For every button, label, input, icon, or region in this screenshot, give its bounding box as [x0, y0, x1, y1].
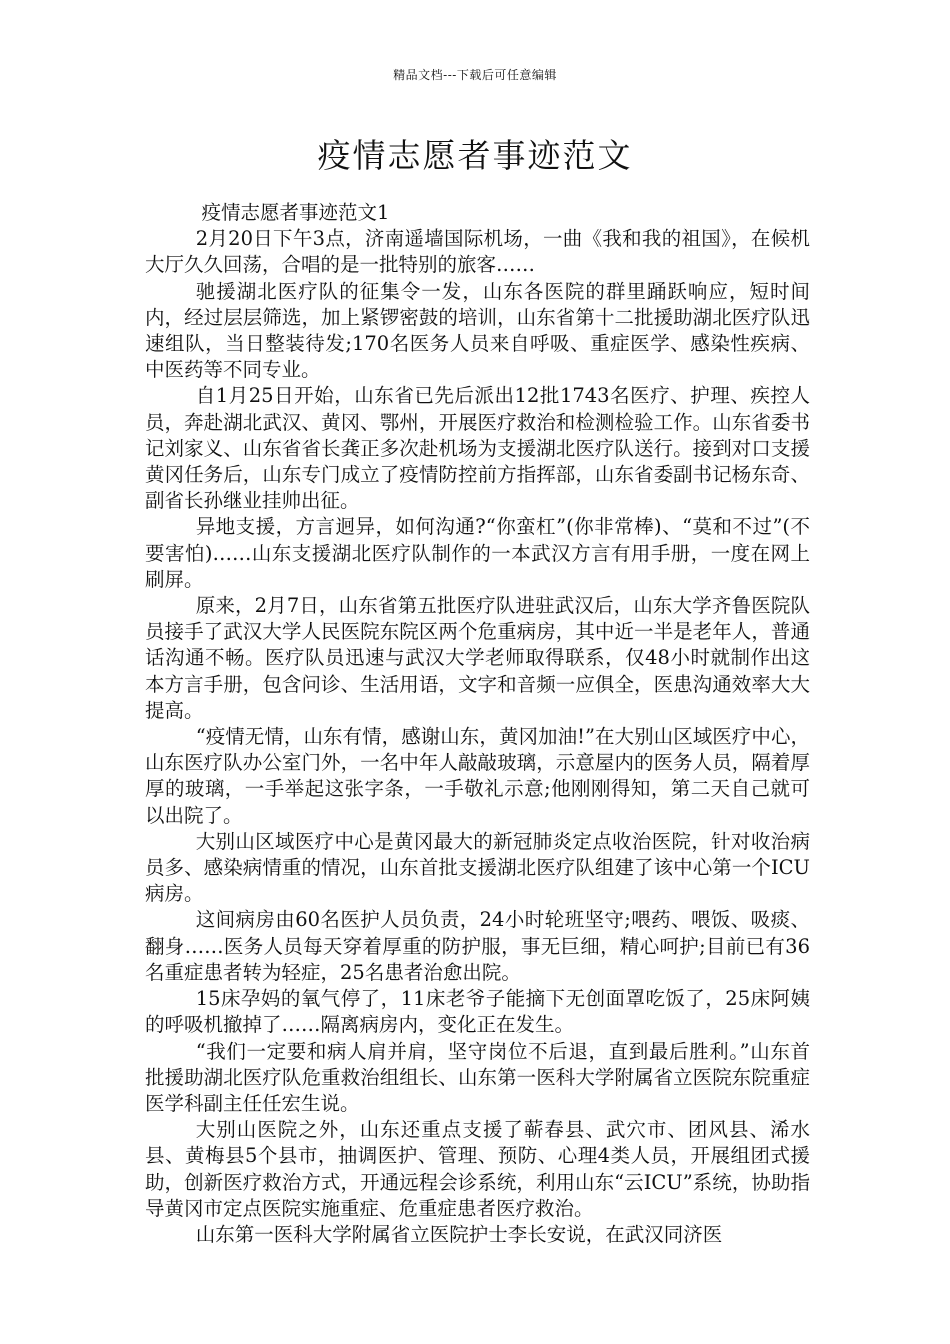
paragraph: 大别山医院之外，山东还重点支援了蕲春县、武穴市、团风县、浠水县、黄梅县5个县市，抽调医护、管理、预防、心理4类人员，开展组团式援助，创新医疗救治方式，开通远程会诊系统，利用山东“云ICU”系统，协助指导黄冈市定点医院实施重症、危重症患者医疗救治。 [145, 1118, 810, 1220]
paragraph: 山东第一医科大学附属省立医院护士李长安说，在武汉同济医 [195, 1222, 723, 1246]
paragraph: 15床孕妈的氧气停了，11床老爷子能摘下无创面罩吃饭了，25床阿姨的呼吸机撤掉了……隔离病房内，变化正在发生。 [145, 987, 810, 1037]
section-subtitle: 疫情志愿者事迹范文1 [201, 201, 390, 224]
document-body [145, 200, 810, 1248]
paragraph: “疫情无情，山东有情，感谢山东，黄冈加油!”在大别山区域医疗中心，山东医疗队办公室门外，一名中年人敲敲玻璃，示意屋内的医务人员，隔着厚厚的玻璃，一手举起这张字条，一手敬礼示意;他刚刚得知，第二天自己就可以出院了。 [145, 725, 810, 827]
document-title: 疫情志愿者事迹范文 [317, 136, 633, 175]
paragraph: 自1月25日开始，山东省已先后派出12批1743名医疗、护理、疾控人员，奔赴湖北武汉、黄冈、鄂州，开展医疗救治和检测检验工作。山东省委书记刘家义、山东省省长龚正多次赴机场为支援湖北医疗队送行。接到对口支援黄冈任务后，山东专门成立了疫情防控前方指挥部，山东省委副书记杨东奇、副省长孙继业挂帅出征。 [145, 384, 810, 513]
paragraph: 这间病房由60名医护人员负责，24小时轮班坚守;喂药、喂饭、吸痰、翻身……医务人员每天穿着厚重的防护服，事无巨细，精心呵护;目前已有36名重症患者转为轻症，25名患者治愈出院。 [145, 908, 810, 984]
page-header: 精品文档---下载后可任意编辑 [393, 68, 557, 82]
paragraph: 原来，2月7日，山东省第五批医疗队进驻武汉后，山东大学齐鲁医院队员接手了武汉大学人民医院东院区两个危重病房，其中近一半是老年人，普通话沟通不畅。医疗队员迅速与武汉大学老师取得联系，仅48小时就制作出这本方言手册，包含问诊、生活用语，文字和音频一应俱全，医患沟通效率大大提高。 [145, 594, 810, 722]
paragraph: 大别山区域医疗中心是黄冈最大的新冠肺炎定点收治医院，针对收治病员多、感染病情重的情况，山东首批支援湖北医疗队组建了该中心第一个ICU病房。 [145, 829, 810, 906]
paragraph: 2月20日下午3点，济南遥墙国际机场，一曲《我和我的祖国》，在候机大厅久久回荡，合唱的是一批特别的旅客…… [145, 227, 810, 277]
paragraph: 驰援湖北医疗队的征集令一发，山东各医院的群里踊跃响应，短时间内，经过层层筛选，加上紧锣密鼓的培训，山东省第十二批援助湖北医疗队迅速组队，当日整装待发;170名医务人员来自呼吸、重症医学、感染性疾病、中医药等不同专业。 [145, 279, 810, 382]
paragraph: 异地支援，方言迥异，如何沟通?“你蛮杠”(你非常棒)、“莫和不过”(不要害怕)……山东支援湖北医疗队制作的一本武汉方言有用手册，一度在网上刷屏。 [145, 515, 810, 591]
paragraph: “我们一定要和病人肩并肩，坚守岗位不后退，直到最后胜利。”山东首批援助湖北医疗队危重救治组组长、山东第一医科大学附属省立医院东院重症医学科副主任任宏生说。 [145, 1039, 810, 1115]
